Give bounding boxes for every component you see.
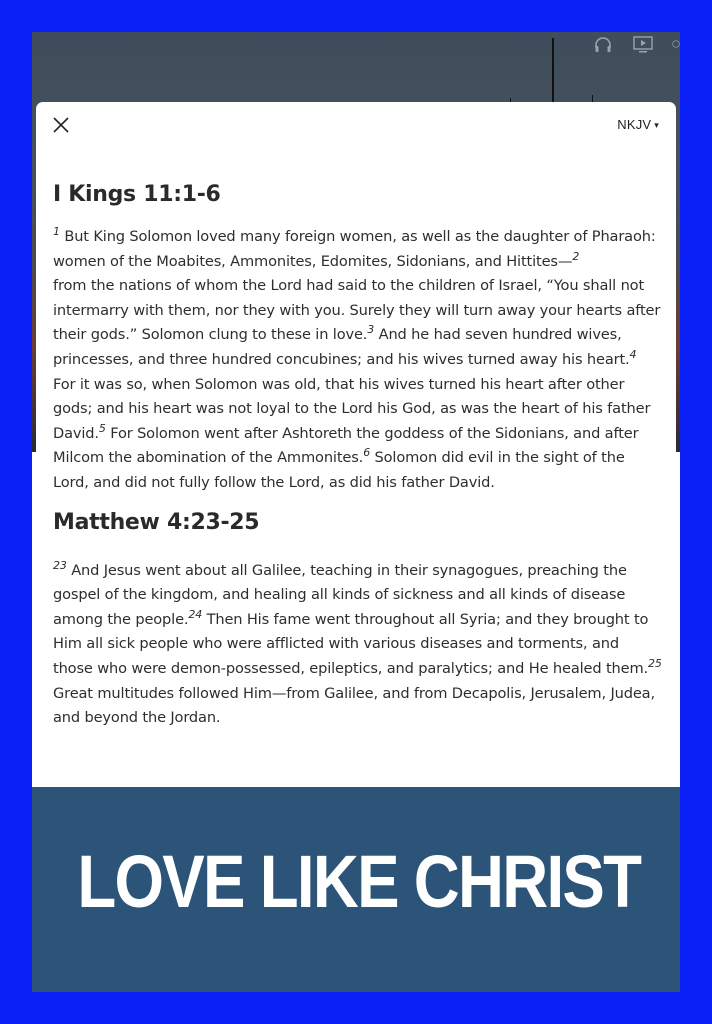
passage-text bbox=[53, 225, 663, 496]
header-actions bbox=[592, 34, 680, 54]
verse-text: Solomon did evil in the sight of the Lord, and did not fully follow the Lord, as did his father David. bbox=[53, 449, 625, 491]
verse-text: Great multitudes followed Him—from Galilee, and from Decapolis, Jerusalem, Judea, and beyond the Jordan. bbox=[53, 684, 655, 727]
verse-number: 23 bbox=[53, 558, 67, 572]
verse-text: Then His fame went throughout all Syria; and they brought to Him all sick people who were afflicted with various diseases and torments, and those who were demon-possessed, epileptics, and paralytics; and He healed them. bbox=[53, 610, 649, 677]
verse-number: 3 bbox=[367, 323, 375, 337]
version-selector[interactable] bbox=[617, 117, 659, 132]
passage-reference: I Kings 11:1-6 bbox=[53, 182, 221, 207]
more-icon[interactable] bbox=[672, 34, 680, 54]
verse-text: from the nations of whom the Lord had said to the children of Israel, “You shall not intermarry with them, nor they with you. Surely they will turn away your hearts after their gods.” Solomon clung to these in love. bbox=[53, 277, 661, 344]
passage-reference: Matthew 4:23-25 bbox=[53, 509, 260, 535]
video-play-icon[interactable] bbox=[632, 34, 654, 54]
verse-number: 4 bbox=[629, 348, 637, 362]
verse-number: 25 bbox=[648, 657, 662, 671]
verse-text: And Jesus went about all Galilee, teaching in their synagogues, preaching the gospel of the kingdom, and healing all kinds of sickness and all kinds of disease among the people. bbox=[53, 561, 627, 628]
verse-number: 24 bbox=[188, 607, 203, 621]
verse-number: 1 bbox=[53, 225, 60, 239]
verse-text: For Solomon went after Ashtoreth the goddess of the Sidonians, and after Milcom the abomination of the Ammonites. bbox=[53, 424, 639, 467]
verse-text: And he had seven hundred wives, princesses, and three hundred concubines; and his wives turned away his heart. bbox=[53, 326, 630, 368]
verse-number: 6 bbox=[363, 446, 371, 460]
verse-text: For it was so, when Solomon was old, that his wives turned his heart after other gods; and his heart was not loyal to the Lord his God, as was the heart of his father David. bbox=[53, 375, 651, 442]
close-icon bbox=[51, 115, 71, 135]
banner-title: LOVE LIKE CHRIST bbox=[77, 840, 641, 923]
version-label: NKJV bbox=[617, 117, 652, 132]
love-like-christ-banner bbox=[32, 787, 680, 992]
caret-down-icon: ▾ bbox=[654, 120, 659, 130]
headphones-icon[interactable] bbox=[592, 34, 614, 54]
close-button[interactable] bbox=[51, 115, 71, 135]
verse-number: 2 bbox=[572, 249, 580, 263]
passage-text bbox=[53, 559, 663, 731]
verse-number: 5 bbox=[98, 421, 106, 435]
scripture-modal bbox=[36, 102, 676, 787]
scripture-content bbox=[53, 182, 663, 745]
verse-text: But King Solomon loved many foreign women, as well as the daughter of Pharaoh: women of the Moabites, Ammonites, Edomites, Sidonians, and Hittites— bbox=[53, 228, 656, 270]
